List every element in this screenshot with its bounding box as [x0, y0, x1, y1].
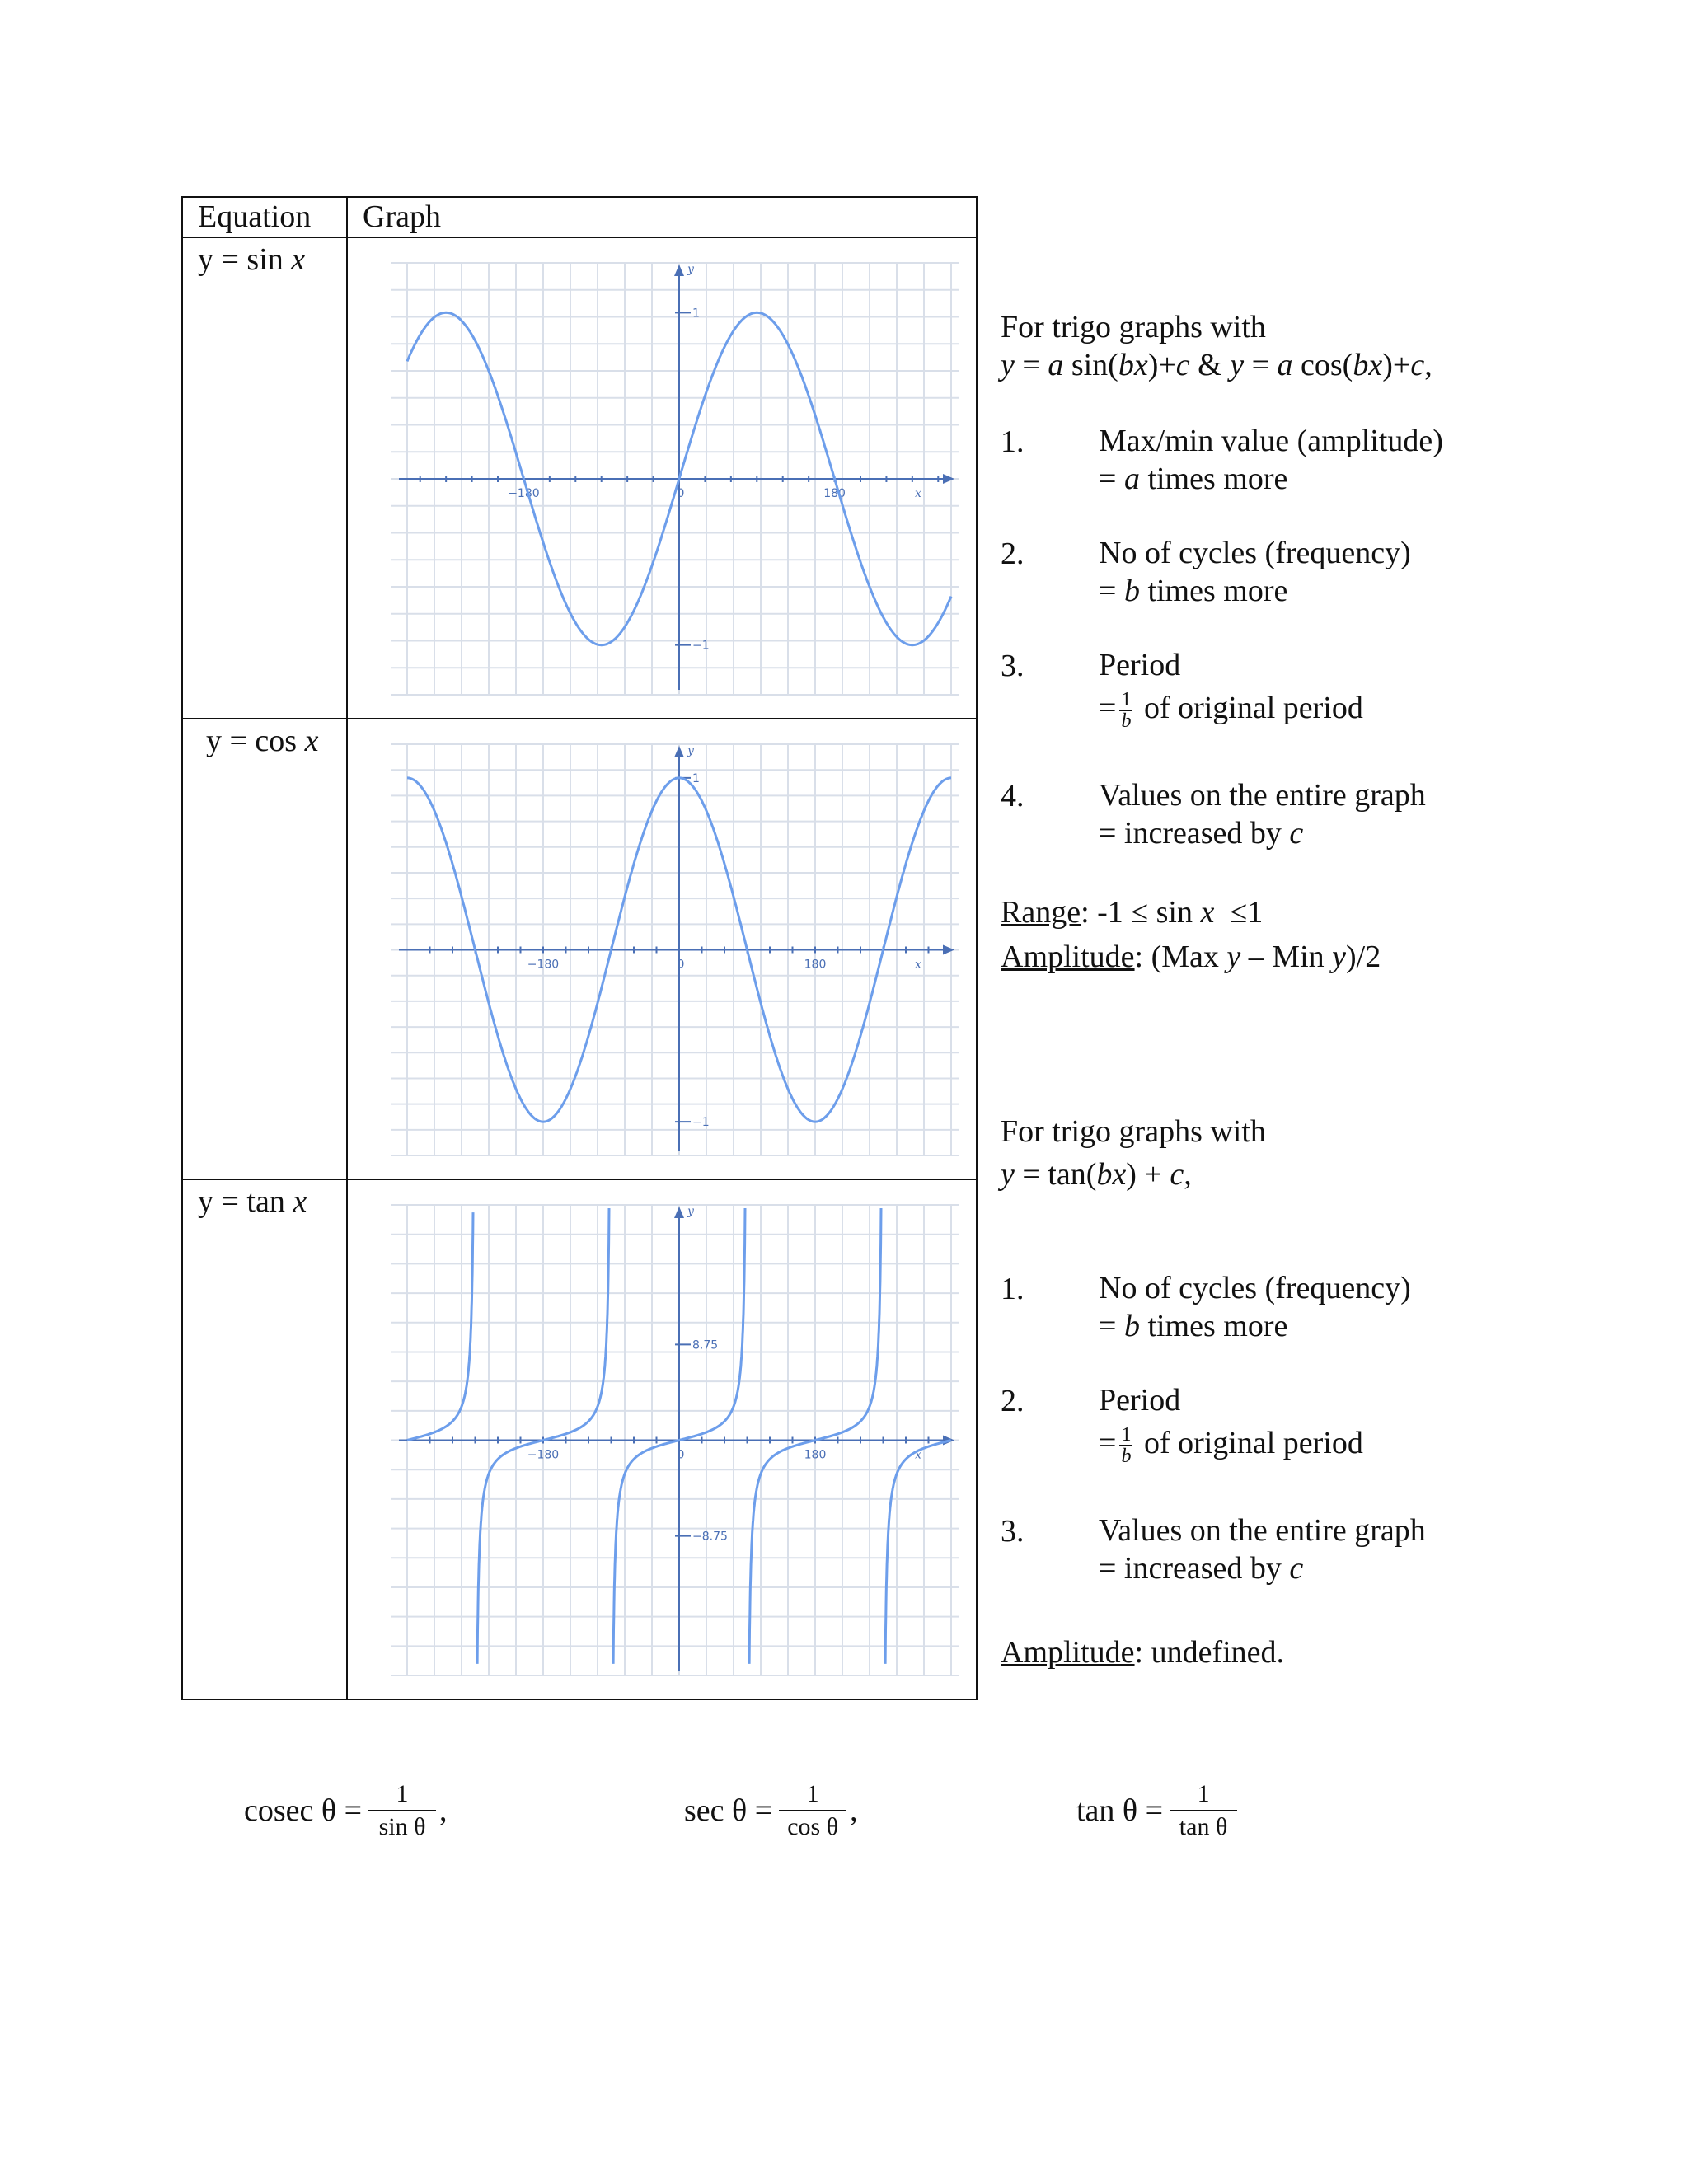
- notes2-item2-num: 2.: [1001, 1384, 1025, 1418]
- x-tick-label: −180: [527, 1448, 560, 1462]
- table-row-tan: [182, 1179, 977, 1699]
- equation-tan: y = tan x: [182, 1179, 347, 1699]
- fraction-one-over-b: $\frac{1}{b}$: [1121, 689, 1132, 733]
- table-row-cos: [182, 719, 977, 1179]
- y-axis-label: y: [687, 1205, 694, 1218]
- range-line: Range: -1 ≤ sin x ≤1: [1001, 895, 1264, 930]
- y-axis-arrow: [674, 265, 684, 276]
- notes1-item3-num: 3.: [1001, 649, 1025, 683]
- y-tick-label: 1: [692, 771, 700, 785]
- notes2-item1-num: 1.: [1001, 1272, 1025, 1306]
- y-tick-label: −1: [692, 1116, 710, 1130]
- axes: [399, 265, 954, 690]
- x-axis-label: x: [915, 1448, 921, 1462]
- x-tick-label: 0: [677, 487, 685, 500]
- x-axis-arrow: [943, 474, 954, 484]
- sin-graph: [348, 238, 974, 716]
- table-row-sin: [182, 237, 977, 719]
- y-axis-arrow: [674, 1207, 684, 1218]
- x-tick-label: −180: [527, 958, 560, 972]
- notes2-item3: Values on the entire graph = increased by c: [1099, 1513, 1426, 1586]
- y-axis-label: y: [687, 744, 694, 757]
- sec-identity: sec θ = $\frac{1}{\text{cos θ}}$ ,: [684, 1780, 858, 1840]
- tan-branch: [885, 1441, 951, 1664]
- graph-cell-sin: [347, 237, 977, 719]
- notes2-item3-num: 3.: [1001, 1514, 1025, 1549]
- x-tick-label: 180: [804, 1448, 827, 1462]
- y-tick-label: −8.75: [692, 1530, 728, 1544]
- table-header-row: [182, 197, 977, 237]
- graph-cell-tan: [347, 1179, 977, 1699]
- notes2-intro-line2: y = tan(bx) + c,: [1001, 1157, 1192, 1192]
- x-axis-label: x: [915, 487, 921, 500]
- notes2-intro-line1: For trigo graphs with: [1001, 1114, 1266, 1149]
- notes1-item4: Values on the entire graph = increased by c: [1099, 778, 1426, 851]
- y-tick-label: 1: [692, 307, 700, 321]
- notes1-item1: Max/min value (amplitude) = a times more: [1099, 424, 1443, 496]
- notes1-item2-num: 2.: [1001, 537, 1025, 571]
- tan-graph: [348, 1180, 974, 1697]
- x-axis-label: x: [915, 958, 921, 972]
- notes1-intro: [1001, 308, 1432, 384]
- x-tick-label: 180: [823, 487, 846, 500]
- axes: [399, 1207, 954, 1671]
- cosec-identity: cosec θ = $\frac{1}{\text{sin θ}}$ ,: [244, 1780, 448, 1840]
- notes1-item2: No of cycles (frequency) = b times more: [1099, 536, 1411, 608]
- notes2-item2: Period = $\frac{1}{b}$ of original period: [1099, 1383, 1363, 1468]
- header-graph: Graph: [347, 197, 977, 237]
- tan-identity: tan θ = $\frac{1}{\text{tan θ}}$: [1076, 1780, 1240, 1841]
- amplitude-line: Amplitude: (Max y – Min y)/2: [1001, 940, 1381, 974]
- x-tick-label: 180: [804, 958, 827, 972]
- notes1-intro-line1: For trigo graphs with: [1001, 310, 1266, 344]
- y-tick-label: 8.75: [692, 1338, 719, 1352]
- notes2-item1: No of cycles (frequency) = b times more: [1099, 1271, 1411, 1343]
- notes2-intro: [1001, 1113, 1266, 1193]
- equation-sin: y = sin x: [182, 237, 347, 719]
- notes1-item3: Period = $\frac{1}{b}$ of original period: [1099, 648, 1363, 733]
- x-tick-label: −180: [508, 487, 540, 500]
- axes: [399, 746, 954, 1151]
- graph-cell-cos: [347, 719, 977, 1179]
- notes1-item1-num: 1.: [1001, 424, 1025, 459]
- equation-graph-table: [181, 196, 978, 1700]
- y-axis-arrow: [674, 746, 684, 757]
- x-axis-arrow: [943, 945, 954, 955]
- y-axis-label: y: [687, 263, 694, 276]
- x-tick-label: 0: [677, 958, 685, 972]
- notes1-item4-num: 4.: [1001, 779, 1025, 813]
- header-equation: Equation: [182, 197, 347, 237]
- fraction-one-over-b-2: $\frac{1}{b}$: [1121, 1424, 1132, 1468]
- equation-cos: y = cos x: [182, 719, 347, 1179]
- y-tick-label: −1: [692, 639, 710, 653]
- cos-graph: [348, 719, 974, 1177]
- notes1-intro-line2: y = a sin(bx)+c & y = a cos(bx)+c,: [1001, 348, 1432, 382]
- tan-amplitude-line: Amplitude: undefined.: [1001, 1635, 1285, 1670]
- tan-branch: [407, 1212, 473, 1440]
- x-tick-label: 0: [677, 1448, 685, 1462]
